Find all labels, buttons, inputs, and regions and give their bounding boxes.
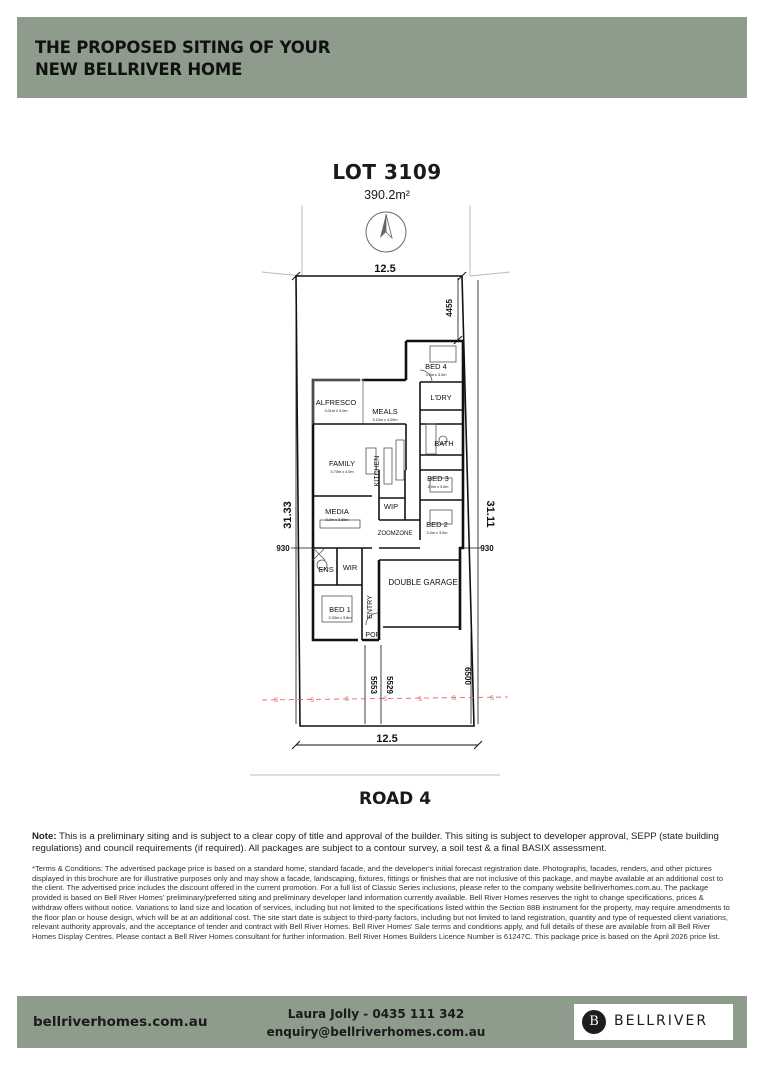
dim-left-setback: 930 bbox=[276, 544, 290, 553]
lot-title: LOT 3109 bbox=[332, 160, 442, 184]
contact-email[interactable]: enquiry@bellriverhomes.com.au bbox=[266, 1025, 486, 1039]
room-kitchen: KITCHEN bbox=[374, 455, 381, 487]
room-bed2: BED 2 bbox=[426, 520, 448, 529]
sewer-mark: S bbox=[310, 698, 315, 704]
note-text: This is a preliminary siting and is subject to a clear copy of title and approval of the builder. This siting is subject to developer approval, SEPP (state building regulations) and council requirements (if required). All packages are subject to a contour survey, a soil test & a final BASIX assessment. bbox=[32, 831, 719, 854]
dim-front-setback-a: 5553 bbox=[369, 676, 378, 694]
room-ens: ENS bbox=[318, 565, 334, 574]
dim-right-depth: 31.11 bbox=[484, 500, 496, 528]
room-alfresco: ALFRESCO bbox=[315, 398, 357, 407]
lot-area: 390.2m² bbox=[364, 188, 410, 202]
room-media: MEDIA bbox=[325, 507, 349, 516]
sewer-mark: S bbox=[274, 698, 279, 704]
room-alfresco-size: 3.01m x 3.0m bbox=[324, 409, 348, 413]
dim-bottom-width: 12.5 bbox=[376, 733, 398, 745]
room-bed3: BED 3 bbox=[427, 474, 449, 483]
title-line-1: THE PROPOSED SITING OF YOUR bbox=[35, 38, 331, 57]
room-bath: BATH bbox=[434, 439, 454, 448]
logo-b-icon: B bbox=[582, 1010, 606, 1034]
sewer-mark: S bbox=[383, 697, 388, 703]
room-wir: WIR bbox=[342, 563, 358, 572]
house-outline bbox=[313, 341, 463, 640]
room-wip: WIP bbox=[383, 502, 399, 511]
dim-right-setback: 930 bbox=[480, 544, 494, 553]
room-bed1-size: 3.33m x 3.8m bbox=[328, 616, 352, 620]
logo-wordmark: BELLRIVER bbox=[614, 1013, 709, 1029]
sewer-mark: S bbox=[452, 696, 457, 702]
contact-phone[interactable]: Laura Jolly - 0435 111 342 bbox=[287, 1007, 465, 1021]
dim-front-setback-b: 5529 bbox=[385, 676, 394, 694]
room-bed2-size: 3.0m x 3.0m bbox=[426, 531, 448, 535]
room-entry: ENTRY bbox=[367, 595, 374, 619]
room-meals: MEALS bbox=[372, 407, 398, 416]
room-bed4: BED 4 bbox=[425, 362, 447, 371]
room-family: FAMILY bbox=[328, 459, 356, 468]
sewer-mark: S bbox=[345, 697, 350, 703]
bellriver-logo bbox=[574, 1004, 733, 1040]
sewer-mark: S bbox=[490, 696, 495, 702]
dim-top-width: 12.5 bbox=[374, 263, 396, 275]
room-zoomzone: ZOOMZONE bbox=[377, 531, 413, 537]
dim-front-setback-c: 6500 bbox=[463, 667, 472, 685]
terms-and-conditions: *Terms & Conditions: The advertised package price is based on a standard home, standard facade, and the developer's initial forecast registration date. Photographs, facades, renders, and other pictures displayed in this brochure are for illustrative purposes only and may show a facade, landscaping, fixtures, fittings or finishes that are not inclusive of this package, and maybe available at an additional cost to the client. The advertised price includes the discount offered in the current promotion. For a full list of Classic Series inclusions, please refer to the company website bellriverhomes.com.au. The package provided is based on Bell River Homes' preliminary/preferred siting and preliminary developer land information currently available. Bell River Homes reserves the right to change specifications, prices & withdraw offers without notice. Variations to land size and location of services, including but not limited to the specifications listed within the Section 88B instrument for the property, may require amendments to the floor plan or house design, which will be at an additional cost. The site start date is subject to third-party factors, including but not limited to land registration, quantity and type of requested client variations, relevant authority approvals, and the acceptance of tender and contract with Bell River Homes. Bell River Homes' Sale terms and conditions apply, and full details of these are available from all Bell River Homes Display Centres. Please contact a Bell River Homes consultant for further information. Bell River Homes Builders Licence Number is 61247C. This package price is based on the April 2026 price list. bbox=[32, 864, 730, 941]
room-meals-size: 3.10m x 4.20m bbox=[372, 418, 398, 422]
title-line-2: NEW BELLRIVER HOME bbox=[35, 60, 243, 79]
room-family-size: 3.70m x 4.0m bbox=[330, 470, 354, 474]
room-laundry: L'DRY bbox=[430, 393, 452, 402]
dim-left-depth: 31.33 bbox=[282, 501, 294, 529]
room-media-size: 3.2m x 3.65m bbox=[325, 518, 349, 522]
siting-note bbox=[32, 831, 732, 855]
website-link[interactable]: bellriverhomes.com.au bbox=[33, 1014, 208, 1030]
dim-rear-setback: 4455 bbox=[445, 299, 454, 317]
room-por: POR bbox=[365, 632, 381, 639]
contact-block bbox=[249, 1005, 503, 1041]
north-arrow-icon bbox=[366, 212, 406, 252]
note-label: Note: bbox=[32, 831, 57, 842]
lot-boundary bbox=[296, 276, 474, 726]
room-double-garage: DOUBLE GARAGE bbox=[388, 578, 458, 587]
road-name: ROAD 4 bbox=[358, 789, 432, 809]
sewer-mark: S bbox=[418, 697, 423, 703]
footer-band bbox=[17, 996, 747, 1048]
room-bed1: BED 1 bbox=[329, 605, 351, 614]
room-bed3-size: 3.0m x 3.0m bbox=[427, 485, 449, 489]
room-bed4-size: 3.0m x 3.0m bbox=[425, 373, 447, 377]
